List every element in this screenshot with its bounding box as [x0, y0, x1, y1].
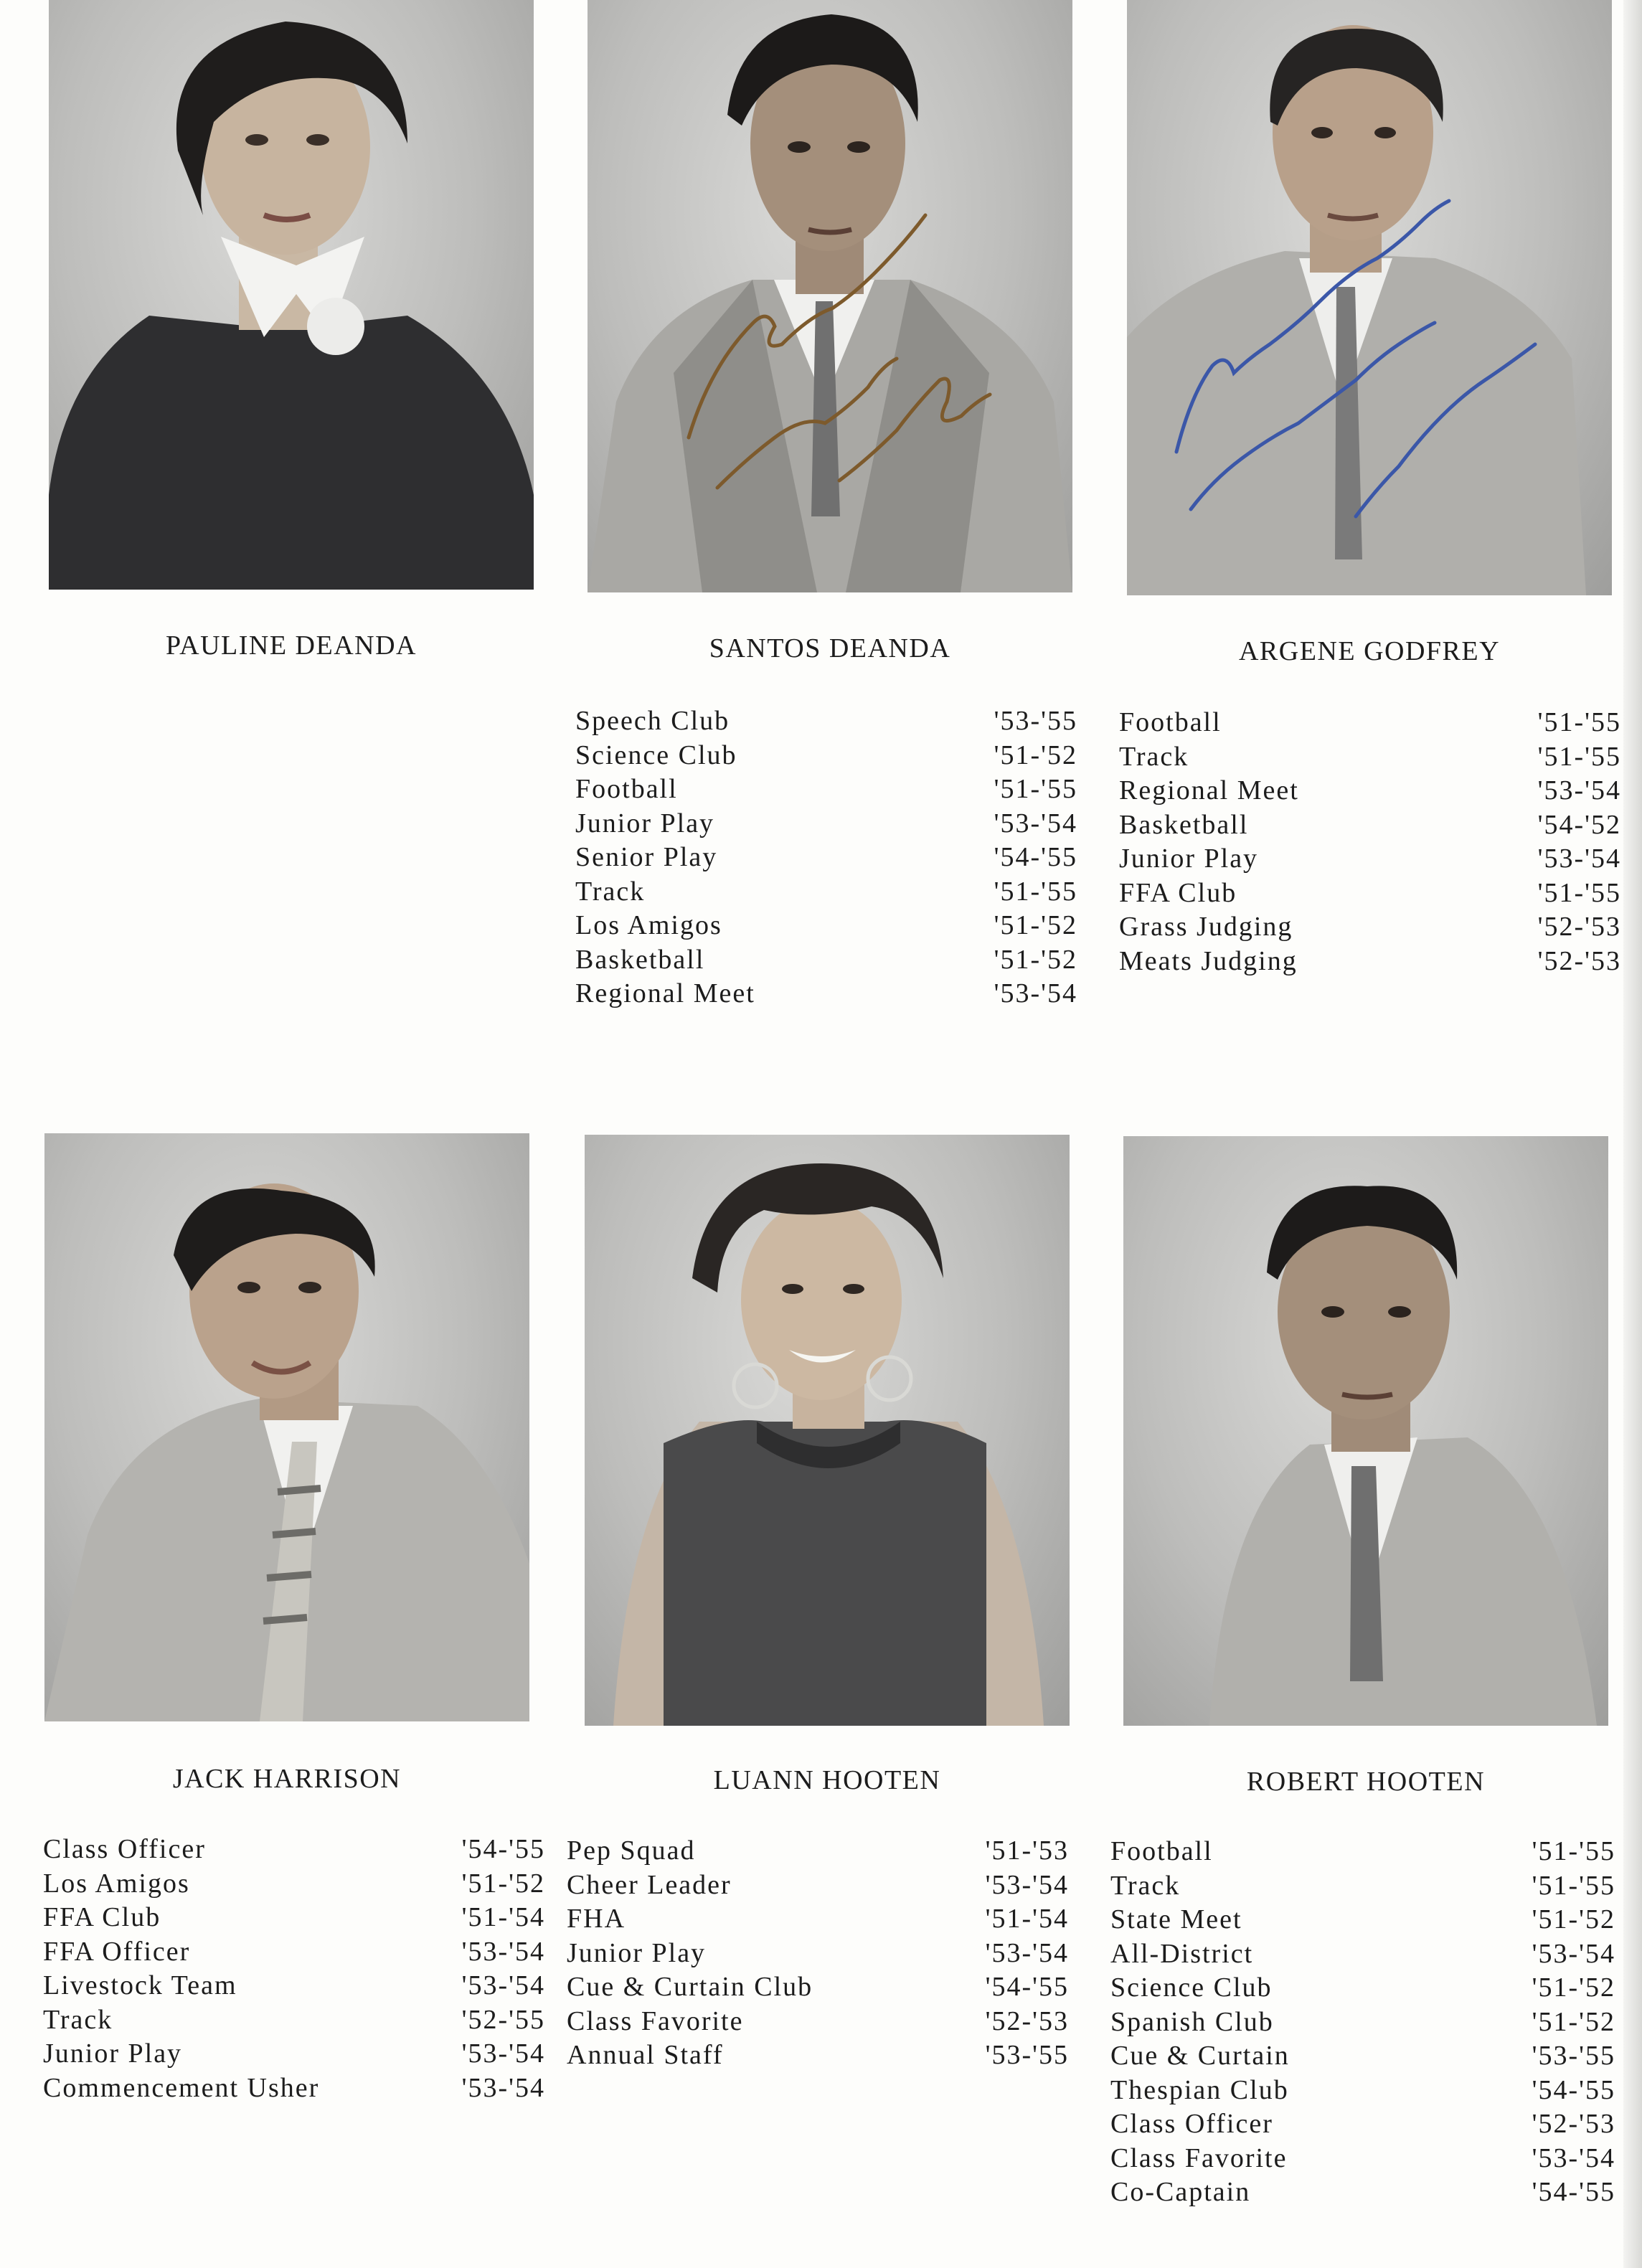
- activity-row: [567, 1902, 1069, 1937]
- activity-years: '54-'55: [461, 1834, 545, 1864]
- activity-years: '51-'52: [1532, 1904, 1615, 1934]
- portrait-pauline-deanda: [49, 0, 534, 590]
- activity-years: '51-'55: [994, 876, 1077, 907]
- activity-row: [567, 2005, 1069, 2039]
- activity-label: FHA: [567, 1904, 626, 1934]
- activity-row: [1110, 1937, 1615, 1972]
- activity-years: '53-'54: [1537, 844, 1621, 874]
- page-edge: [1623, 0, 1642, 2268]
- activity-row: [1110, 2039, 1615, 2074]
- activity-years: '51-'52: [994, 740, 1077, 770]
- activity-label: Science Club: [575, 740, 737, 770]
- activity-years: '52-'55: [461, 2004, 545, 2035]
- activity-label: Track: [1119, 741, 1189, 772]
- student-name: LUANN HOOTEN: [713, 1765, 941, 1795]
- activity-row: [43, 1935, 545, 1970]
- activity-row: [1119, 945, 1621, 979]
- student-name: SANTOS DEANDA: [709, 633, 951, 663]
- activity-years: '51-'54: [461, 1902, 545, 1932]
- activity-years: '53-'55: [985, 2040, 1069, 2070]
- activity-row: [1119, 808, 1621, 843]
- activity-row: [1119, 842, 1621, 877]
- activity-row: [1110, 2175, 1615, 2210]
- activity-years: '51-'55: [994, 774, 1077, 804]
- activity-row: [43, 1901, 545, 1935]
- activity-row: [575, 977, 1077, 1011]
- activity-years: '52-'53: [1537, 945, 1621, 976]
- activity-row: [567, 1970, 1069, 2005]
- activity-row: [1119, 910, 1621, 945]
- activity-row: [1119, 877, 1621, 911]
- activity-label: Class Officer: [1110, 2109, 1273, 2139]
- activity-years: '53-'54: [985, 1869, 1069, 1900]
- activity-label: Commencement Usher: [43, 2072, 320, 2103]
- student-name: JACK HARRISON: [172, 1764, 402, 1794]
- activity-label: Track: [575, 876, 646, 907]
- activity-row: [1110, 2074, 1615, 2108]
- activity-row: [1110, 1903, 1615, 1937]
- activity-row: [43, 1833, 545, 1867]
- activity-years: '53-'54: [985, 1937, 1069, 1968]
- activity-label: Cue & Curtain Club: [567, 1972, 813, 2002]
- activity-label: Football: [575, 774, 678, 804]
- activity-row: [1119, 740, 1621, 775]
- activity-label: Junior Play: [1119, 844, 1259, 874]
- activity-row: [575, 943, 1077, 978]
- activity-label: Los Amigos: [575, 910, 722, 940]
- activity-years: '51-'52: [994, 910, 1077, 940]
- student-name: ROBERT HOOTEN: [1246, 1767, 1486, 1797]
- activity-list-santos: [575, 704, 1077, 1011]
- activity-list-argene: [1119, 706, 1621, 978]
- activity-row: [43, 2071, 545, 2106]
- activity-label: Regional Meet: [1119, 775, 1299, 805]
- activity-label: Annual Staff: [567, 2040, 724, 2070]
- activity-label: Science Club: [1110, 1972, 1273, 2003]
- activity-years: '54-'52: [1537, 809, 1621, 840]
- activity-label: Senior Play: [575, 842, 718, 872]
- activity-years: '53-'54: [1537, 775, 1621, 805]
- activity-row: [43, 1969, 545, 2003]
- activity-years: '53-'54: [461, 2072, 545, 2103]
- activity-row: [1110, 2107, 1615, 2142]
- activity-row: [575, 875, 1077, 909]
- activity-row: [1110, 1971, 1615, 2005]
- activity-years: '51-'55: [1532, 1870, 1615, 1901]
- activity-label: FFA Club: [1119, 877, 1237, 908]
- activity-row: [43, 1867, 545, 1901]
- activity-row: [575, 807, 1077, 841]
- activity-row: [575, 909, 1077, 943]
- activity-label: Class Favorite: [567, 2005, 744, 2036]
- activity-label: Junior Play: [567, 1937, 707, 1968]
- activity-label: Pep Squad: [567, 1835, 696, 1866]
- activity-years: '54-'55: [1532, 2074, 1615, 2105]
- activity-list-robert: [1110, 1835, 1615, 2210]
- activity-label: All-District: [1110, 1938, 1254, 1969]
- activity-years: '51-'52: [994, 944, 1077, 975]
- activity-row: [43, 2037, 545, 2071]
- activity-label: Football: [1119, 707, 1222, 737]
- student-name: ARGENE GODFREY: [1238, 636, 1501, 666]
- activity-label: Regional Meet: [575, 978, 755, 1008]
- activity-years: '52-'53: [1532, 2109, 1615, 2139]
- activity-list-luann: [567, 1834, 1069, 2073]
- activity-row: [1110, 2142, 1615, 2176]
- activity-years: '51-'53: [985, 1835, 1069, 1866]
- activity-row: [567, 1834, 1069, 1868]
- activity-years: '53-'54: [994, 808, 1077, 838]
- activity-row: [575, 841, 1077, 875]
- activity-years: '51-'55: [1537, 741, 1621, 772]
- activity-years: '54-'55: [1532, 2177, 1615, 2207]
- activity-years: '54-'55: [994, 842, 1077, 872]
- activity-years: '52-'53: [1537, 912, 1621, 942]
- activity-years: '53-'54: [994, 978, 1077, 1008]
- activity-years: '51-'52: [1532, 1972, 1615, 2003]
- activity-row: [567, 1868, 1069, 1903]
- activity-list-jack: [43, 1833, 545, 2105]
- portrait-luann-hooten: [585, 1135, 1070, 1726]
- autograph-argene: [1162, 179, 1578, 538]
- activity-label: Track: [1110, 1870, 1181, 1901]
- activity-row: [1119, 706, 1621, 740]
- activity-years: '51-'52: [461, 1868, 545, 1899]
- activity-years: '51-'55: [1537, 877, 1621, 908]
- activity-label: Los Amigos: [43, 1868, 190, 1899]
- activity-label: Basketball: [1119, 809, 1249, 840]
- activity-years: '51-'55: [1537, 707, 1621, 737]
- activity-label: Cheer Leader: [567, 1869, 732, 1900]
- activity-label: FFA Officer: [43, 1936, 191, 1967]
- portrait-robert-hooten: [1123, 1136, 1608, 1726]
- activity-years: '53-'54: [1532, 2142, 1615, 2173]
- activity-row: [1110, 1835, 1615, 1869]
- activity-label: Spanish Club: [1110, 2006, 1274, 2037]
- activity-years: '53-'55: [1532, 2041, 1615, 2071]
- activity-label: State Meet: [1110, 1904, 1242, 1934]
- activity-row: [567, 2038, 1069, 2073]
- activity-years: '53-'54: [461, 2038, 545, 2069]
- activity-years: '51-'52: [1532, 2006, 1615, 2037]
- activity-label: Track: [43, 2004, 113, 2035]
- activity-label: Thespian Club: [1110, 2074, 1289, 2105]
- activity-row: [575, 739, 1077, 773]
- activity-years: '53-'55: [994, 706, 1077, 736]
- activity-years: '51-'55: [1532, 1836, 1615, 1866]
- activity-years: '53-'54: [461, 1970, 545, 2000]
- activity-label: Livestock Team: [43, 1970, 237, 2000]
- activity-row: [575, 772, 1077, 807]
- portrait-jack-harrison: [44, 1133, 529, 1721]
- activity-label: Class Favorite: [1110, 2142, 1288, 2173]
- activity-label: Cue & Curtain: [1110, 2041, 1290, 2071]
- activity-years: '53-'54: [461, 1936, 545, 1967]
- activity-row: [1110, 2005, 1615, 2040]
- activity-label: Grass Judging: [1119, 912, 1293, 942]
- activity-row: [1110, 1869, 1615, 1904]
- activity-label: Basketball: [575, 944, 705, 975]
- activity-label: Co-Captain: [1110, 2177, 1251, 2207]
- activity-row: [1119, 774, 1621, 808]
- activity-label: Meats Judging: [1119, 945, 1298, 976]
- activity-row: [567, 1937, 1069, 1971]
- activity-label: Junior Play: [43, 2038, 183, 2069]
- activity-years: '52-'53: [985, 2005, 1069, 2036]
- activity-years: '54-'55: [985, 1972, 1069, 2002]
- activity-label: Football: [1110, 1836, 1213, 1866]
- activity-label: Class Officer: [43, 1834, 206, 1864]
- activity-label: Speech Club: [575, 706, 730, 736]
- activity-years: '51-'54: [985, 1904, 1069, 1934]
- activity-years: '53-'54: [1532, 1938, 1615, 1969]
- activity-row: [43, 2003, 545, 2038]
- activity-label: Junior Play: [575, 808, 715, 838]
- student-name: PAULINE DEANDA: [166, 630, 417, 661]
- activity-row: [575, 704, 1077, 739]
- activity-label: FFA Club: [43, 1902, 161, 1932]
- autograph-santos: [667, 186, 1054, 516]
